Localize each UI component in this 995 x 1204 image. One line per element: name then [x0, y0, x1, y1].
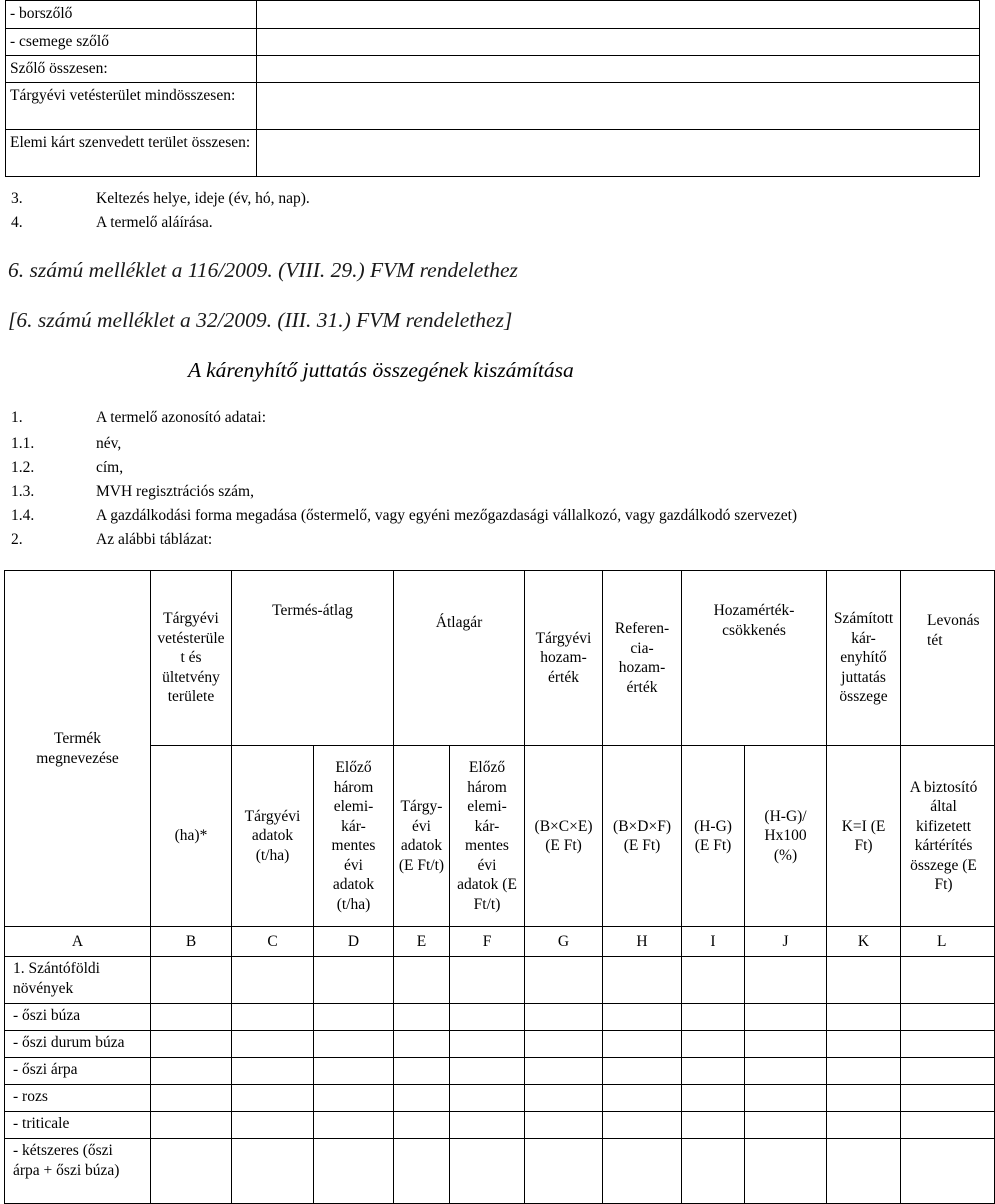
top-area-table [5, 0, 980, 177]
item-number: 1.1. [11, 435, 35, 452]
subheader-bce: (B×C×E) (E Ft) [525, 746, 603, 927]
row-label: - őszi durum búza [5, 1031, 151, 1058]
row-label: - őszi árpa [5, 1058, 151, 1085]
header-product: Termék megnevezése [5, 571, 151, 927]
column-letter: B [151, 927, 232, 957]
item-text: Az alábbi táblázat: [96, 531, 213, 548]
header-area: Tárgyévi vetésterüle t és ültetvény területe [151, 571, 232, 746]
row-label: - rozs [5, 1085, 151, 1112]
column-letter: A [5, 927, 151, 957]
top-row-label: Tárgyévi vetésterület mindösszesen: [6, 83, 257, 130]
header-deduction: Levonás tét [901, 571, 995, 746]
column-letter: J [745, 927, 827, 957]
column-letter: E [394, 927, 450, 957]
subheader-price-previous: Előző három elemi-kár-mentes évi adatok (E Ft/t) [450, 746, 525, 927]
item-text: A gazdálkodási forma megadása (őstermelő, vagy egyéni mezőgazdasági vállalkozó, vagy gazdálkodó szervezet) [96, 507, 798, 524]
table-row [5, 1085, 995, 1112]
subheader-h-g: (H-G) (E Ft) [682, 746, 745, 927]
item-text: cím, [96, 459, 124, 476]
item-number: 2. [11, 531, 23, 548]
header-value-decrease: Hozamérték-csökkenés [682, 571, 827, 746]
top-row-value [257, 56, 980, 83]
column-letter: G [525, 927, 603, 957]
row-label: - kétszeres (őszi árpa + őszi búza) [5, 1139, 151, 1204]
item-number: 1.2. [11, 459, 35, 476]
item-text: A termelő azonosító adatai: [96, 409, 267, 426]
item-number: 1. [11, 409, 23, 426]
item-number: 3. [11, 190, 23, 207]
page-title: A kárenyhítő juttatás összegének kiszámítása [188, 358, 574, 382]
subheader-bdf: (B×D×F) (E Ft) [603, 746, 682, 927]
top-row-value [257, 29, 980, 56]
calculation-table [4, 570, 995, 1204]
top-row-label: - borszőlő [6, 1, 257, 29]
item-text: A termelő aláírása. [96, 214, 213, 231]
header-reference-value: Referen-cia-hozam-érték [603, 571, 682, 746]
column-letter: C [232, 927, 314, 957]
column-letter: F [450, 927, 525, 957]
top-row-value [257, 83, 980, 130]
item-number: 4. [11, 214, 23, 231]
item-text: MVH regisztrációs szám, [96, 483, 254, 500]
subheader-price-current: Tárgy-évi adatok (E Ft/t) [394, 746, 450, 927]
column-letter: D [314, 927, 394, 957]
item-text: név, [96, 435, 122, 452]
item-number: 1.4. [11, 507, 35, 524]
column-letter: H [603, 927, 682, 957]
column-letter: I [682, 927, 745, 957]
top-row-value [257, 130, 980, 177]
item-number: 1.3. [11, 483, 35, 500]
top-row-value [257, 1, 980, 29]
top-row-label: Szőlő összesen: [6, 56, 257, 83]
annex-heading-bracket: [6. számú melléklet a 32/2009. (III. 31.) FVM rendelethez] [8, 308, 513, 332]
table-row [5, 1139, 995, 1204]
table-row [5, 1004, 995, 1031]
subheader-yield-current: Tárgyévi adatok (t/ha) [232, 746, 314, 927]
table-row [5, 1058, 995, 1085]
header-yield-value: Tárgyévi hozam-érték [525, 571, 603, 746]
table-row [5, 1112, 995, 1139]
column-letter: K [827, 927, 901, 957]
header-yield-average: Termés-átlag [232, 571, 394, 746]
subheader-yield-previous: Előző három elemi-kár-mentes évi adatok (t/ha) [314, 746, 394, 927]
row-label: - őszi búza [5, 1004, 151, 1031]
subheader-h-g-percent: (H-G)/ Hx100 (%) [745, 746, 827, 927]
table-row [5, 957, 995, 1004]
header-average-price: Átlagár [394, 571, 525, 746]
subheader-insurer-payment: A biztosító által kifizetett kártérítés összege (E Ft) [901, 746, 995, 927]
subheader-area-unit: (ha)* [151, 746, 232, 927]
header-calculated-compensation: Számított kár-enyhítő juttatás összege [827, 571, 901, 746]
column-letter: L [901, 927, 995, 957]
subheader-k-i: K=I (E Ft) [827, 746, 901, 927]
top-row-label: Elemi kárt szenvedett terület összesen: [6, 130, 257, 177]
item-text: Keltezés helye, ideje (év, hó, nap). [96, 190, 310, 207]
top-row-label: - csemege szőlő [6, 29, 257, 56]
table-row [5, 1031, 995, 1058]
annex-heading: 6. számú melléklet a 116/2009. (VIII. 29.) FVM rendelethez [8, 258, 518, 282]
row-label: - triticale [5, 1112, 151, 1139]
row-label: 1. Szántóföldi növények [5, 957, 151, 1004]
